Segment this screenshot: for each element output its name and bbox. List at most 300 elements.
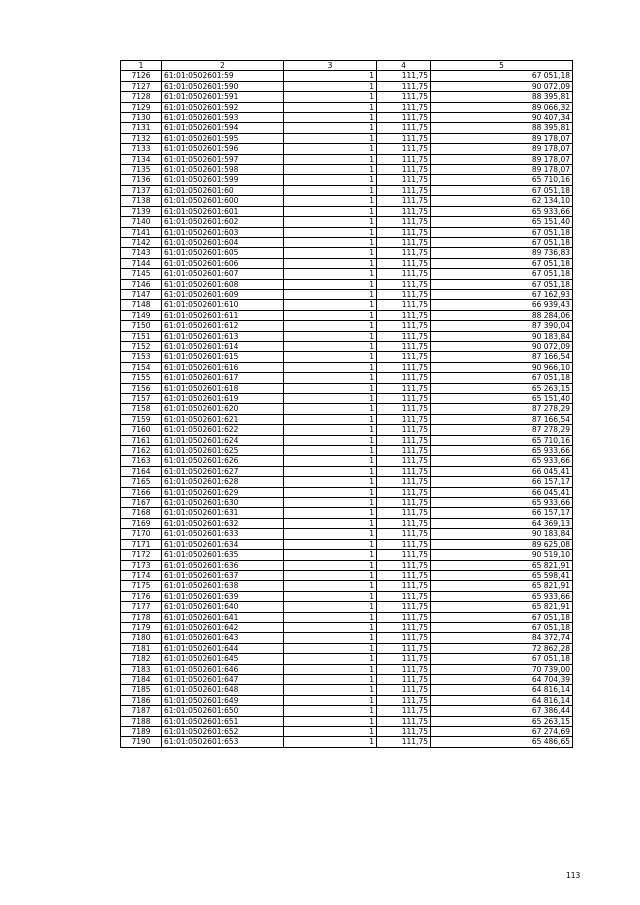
cadastral-number-cell: 61:01:0502601:600 — [162, 196, 284, 206]
table-row — [121, 133, 573, 143]
value-cell: 65 710,16 — [431, 175, 573, 185]
value-cell: 64 704,39 — [431, 674, 573, 684]
table-row — [121, 706, 573, 716]
quantity-cell: 1 — [284, 394, 377, 404]
cadastral-number-cell: 61:01:0502601:638 — [162, 581, 284, 591]
cadastral-number-cell: 61:01:0502601:621 — [162, 414, 284, 424]
cadastral-number-cell: 61:01:0502601:643 — [162, 633, 284, 643]
area-cell: 111,75 — [377, 706, 431, 716]
value-cell: 90 183,84 — [431, 529, 573, 539]
row-number-cell: 7190 — [121, 737, 162, 747]
cadastral-number-cell: 61:01:0502601:629 — [162, 487, 284, 497]
quantity-cell: 1 — [284, 581, 377, 591]
table-row — [121, 310, 573, 320]
value-cell: 65 598,41 — [431, 570, 573, 580]
table-row — [121, 456, 573, 466]
row-number-cell: 7167 — [121, 498, 162, 508]
table-row — [121, 383, 573, 393]
quantity-cell: 1 — [284, 383, 377, 393]
table-row — [121, 237, 573, 247]
value-cell: 89 736,83 — [431, 248, 573, 258]
cadastral-number-cell: 61:01:0502601:601 — [162, 206, 284, 216]
table-row — [121, 165, 573, 175]
area-cell: 111,75 — [377, 498, 431, 508]
area-cell: 111,75 — [377, 602, 431, 612]
table-row — [121, 373, 573, 383]
value-cell: 65 821,91 — [431, 602, 573, 612]
row-number-cell: 7146 — [121, 279, 162, 289]
cadastral-number-cell: 61:01:0502601:610 — [162, 300, 284, 310]
value-cell: 90 519,10 — [431, 550, 573, 560]
value-cell: 90 072,09 — [431, 81, 573, 91]
cadastral-number-cell: 61:01:0502601:628 — [162, 477, 284, 487]
row-number-cell: 7159 — [121, 414, 162, 424]
row-number-cell: 7141 — [121, 227, 162, 237]
table-row — [121, 425, 573, 435]
row-number-cell: 7161 — [121, 435, 162, 445]
cadastral-number-cell: 61:01:0502601:640 — [162, 602, 284, 612]
table-row — [121, 727, 573, 737]
area-cell: 111,75 — [377, 279, 431, 289]
row-number-cell: 7139 — [121, 206, 162, 216]
table-row — [121, 498, 573, 508]
area-cell: 111,75 — [377, 674, 431, 684]
quantity-cell: 1 — [284, 674, 377, 684]
row-number-cell: 7150 — [121, 321, 162, 331]
area-cell: 111,75 — [377, 310, 431, 320]
value-cell: 88 395,81 — [431, 123, 573, 133]
quantity-cell: 1 — [284, 123, 377, 133]
value-cell: 67 051,18 — [431, 269, 573, 279]
area-cell: 111,75 — [377, 394, 431, 404]
value-cell: 65 821,91 — [431, 560, 573, 570]
cadastral-number-cell: 61:01:0502601:603 — [162, 227, 284, 237]
value-cell: 87 166,54 — [431, 414, 573, 424]
row-number-cell: 7180 — [121, 633, 162, 643]
row-number-cell: 7163 — [121, 456, 162, 466]
table-row — [121, 279, 573, 289]
row-number-cell: 7133 — [121, 144, 162, 154]
table-row — [121, 602, 573, 612]
value-cell: 90 966,10 — [431, 362, 573, 372]
row-number-cell: 7186 — [121, 695, 162, 705]
value-cell: 89 178,07 — [431, 133, 573, 143]
row-number-cell: 7158 — [121, 404, 162, 414]
table-row — [121, 248, 573, 258]
table-row — [121, 560, 573, 570]
table-row — [121, 466, 573, 476]
area-cell: 111,75 — [377, 685, 431, 695]
table-row — [121, 331, 573, 341]
value-cell: 67 162,93 — [431, 289, 573, 299]
area-cell: 111,75 — [377, 612, 431, 622]
table-row — [121, 674, 573, 684]
row-number-cell: 7155 — [121, 373, 162, 383]
cadastral-number-cell: 61:01:0502601:605 — [162, 248, 284, 258]
value-cell: 90 072,09 — [431, 341, 573, 351]
cadastral-number-cell: 61:01:0502601:618 — [162, 383, 284, 393]
quantity-cell: 1 — [284, 466, 377, 476]
area-cell: 111,75 — [377, 321, 431, 331]
value-cell: 65 933,66 — [431, 591, 573, 601]
cadastral-number-cell: 61:01:0502601:642 — [162, 622, 284, 632]
cadastral-number-cell: 61:01:0502601:596 — [162, 144, 284, 154]
quantity-cell: 1 — [284, 144, 377, 154]
quantity-cell: 1 — [284, 727, 377, 737]
value-cell: 90 183,84 — [431, 331, 573, 341]
row-number-cell: 7143 — [121, 248, 162, 258]
value-cell: 70 739,00 — [431, 664, 573, 674]
cadastral-number-cell: 61:01:0502601:632 — [162, 518, 284, 528]
table-row — [121, 622, 573, 632]
cadastral-number-cell: 61:01:0502601:595 — [162, 133, 284, 143]
cadastral-number-cell: 61:01:0502601:634 — [162, 539, 284, 549]
area-cell: 111,75 — [377, 643, 431, 653]
cadastral-number-cell: 61:01:0502601:633 — [162, 529, 284, 539]
area-cell: 111,75 — [377, 581, 431, 591]
table-row — [121, 550, 573, 560]
row-number-cell: 7179 — [121, 622, 162, 632]
area-cell: 111,75 — [377, 92, 431, 102]
cadastral-number-cell: 61:01:0502601:635 — [162, 550, 284, 560]
row-number-cell: 7127 — [121, 81, 162, 91]
cadastral-number-cell: 61:01:0502601:607 — [162, 269, 284, 279]
area-cell: 111,75 — [377, 466, 431, 476]
table-row — [121, 144, 573, 154]
value-cell: 66 045,41 — [431, 487, 573, 497]
quantity-cell: 1 — [284, 321, 377, 331]
row-number-cell: 7152 — [121, 341, 162, 351]
quantity-cell: 1 — [284, 113, 377, 123]
area-cell: 111,75 — [377, 269, 431, 279]
table-row — [121, 362, 573, 372]
row-number-cell: 7166 — [121, 487, 162, 497]
row-number-cell: 7170 — [121, 529, 162, 539]
cadastral-number-cell: 61:01:0502601:631 — [162, 508, 284, 518]
cadastral-number-cell: 61:01:0502601:594 — [162, 123, 284, 133]
value-cell: 89 625,08 — [431, 539, 573, 549]
row-number-cell: 7187 — [121, 706, 162, 716]
quantity-cell: 1 — [284, 404, 377, 414]
cadastral-number-cell: 61:01:0502601:630 — [162, 498, 284, 508]
area-cell: 111,75 — [377, 425, 431, 435]
area-cell: 111,75 — [377, 165, 431, 175]
value-cell: 72 862,28 — [431, 643, 573, 653]
table-row — [121, 206, 573, 216]
area-cell: 111,75 — [377, 508, 431, 518]
value-cell: 66 939,43 — [431, 300, 573, 310]
value-cell: 66 157,17 — [431, 508, 573, 518]
area-cell: 111,75 — [377, 362, 431, 372]
row-number-cell: 7162 — [121, 446, 162, 456]
area-cell: 111,75 — [377, 654, 431, 664]
quantity-cell: 1 — [284, 373, 377, 383]
table-row — [121, 435, 573, 445]
row-number-cell: 7183 — [121, 664, 162, 674]
area-cell: 111,75 — [377, 300, 431, 310]
row-number-cell: 7156 — [121, 383, 162, 393]
quantity-cell: 1 — [284, 435, 377, 445]
quantity-cell: 1 — [284, 227, 377, 237]
column-header-5: 5 — [431, 61, 573, 71]
quantity-cell: 1 — [284, 289, 377, 299]
cadastral-number-cell: 61:01:0502601:598 — [162, 165, 284, 175]
table-row — [121, 227, 573, 237]
quantity-cell: 1 — [284, 529, 377, 539]
row-number-cell: 7171 — [121, 539, 162, 549]
area-cell: 111,75 — [377, 144, 431, 154]
row-number-cell: 7184 — [121, 674, 162, 684]
row-number-cell: 7185 — [121, 685, 162, 695]
quantity-cell: 1 — [284, 498, 377, 508]
quantity-cell: 1 — [284, 664, 377, 674]
quantity-cell: 1 — [284, 341, 377, 351]
row-number-cell: 7164 — [121, 466, 162, 476]
area-cell: 111,75 — [377, 737, 431, 747]
value-cell: 87 278,29 — [431, 425, 573, 435]
area-cell: 111,75 — [377, 550, 431, 560]
row-number-cell: 7154 — [121, 362, 162, 372]
table-row — [121, 591, 573, 601]
value-cell: 67 051,18 — [431, 185, 573, 195]
value-cell: 66 157,17 — [431, 477, 573, 487]
row-number-cell: 7181 — [121, 643, 162, 653]
cadastral-number-cell: 61:01:0502601:612 — [162, 321, 284, 331]
value-cell: 90 407,34 — [431, 113, 573, 123]
row-number-cell: 7128 — [121, 92, 162, 102]
value-cell: 89 178,07 — [431, 144, 573, 154]
row-number-cell: 7177 — [121, 602, 162, 612]
area-cell: 111,75 — [377, 237, 431, 247]
table-row — [121, 185, 573, 195]
cadastral-number-cell: 61:01:0502601:647 — [162, 674, 284, 684]
cadastral-number-cell: 61:01:0502601:637 — [162, 570, 284, 580]
cadastral-number-cell: 61:01:0502601:652 — [162, 727, 284, 737]
value-cell: 65 151,40 — [431, 217, 573, 227]
area-cell: 111,75 — [377, 477, 431, 487]
quantity-cell: 1 — [284, 508, 377, 518]
value-cell: 88 284,06 — [431, 310, 573, 320]
row-number-cell: 7165 — [121, 477, 162, 487]
value-cell: 65 933,66 — [431, 498, 573, 508]
quantity-cell: 1 — [284, 560, 377, 570]
table-row — [121, 477, 573, 487]
quantity-cell: 1 — [284, 737, 377, 747]
value-cell: 67 274,69 — [431, 727, 573, 737]
cadastral-number-cell: 61:01:0502601:597 — [162, 154, 284, 164]
table-row — [121, 612, 573, 622]
row-number-cell: 7135 — [121, 165, 162, 175]
cadastral-number-cell: 61:01:0502601:650 — [162, 706, 284, 716]
row-number-cell: 7129 — [121, 102, 162, 112]
value-cell: 89 178,07 — [431, 165, 573, 175]
quantity-cell: 1 — [284, 446, 377, 456]
area-cell: 111,75 — [377, 123, 431, 133]
table-row — [121, 643, 573, 653]
page-number: 113 — [566, 871, 581, 880]
value-cell: 67 051,18 — [431, 227, 573, 237]
quantity-cell: 1 — [284, 258, 377, 268]
row-number-cell: 7188 — [121, 716, 162, 726]
table-row — [121, 154, 573, 164]
cadastral-number-cell: 61:01:0502601:609 — [162, 289, 284, 299]
value-cell: 66 045,41 — [431, 466, 573, 476]
row-number-cell: 7134 — [121, 154, 162, 164]
area-cell: 111,75 — [377, 258, 431, 268]
area-cell: 111,75 — [377, 529, 431, 539]
table-body — [121, 71, 573, 747]
area-cell: 111,75 — [377, 560, 431, 570]
area-cell: 111,75 — [377, 633, 431, 643]
value-cell: 67 051,18 — [431, 258, 573, 268]
area-cell: 111,75 — [377, 289, 431, 299]
area-cell: 111,75 — [377, 664, 431, 674]
area-cell: 111,75 — [377, 185, 431, 195]
value-cell: 87 390,04 — [431, 321, 573, 331]
cadastral-number-cell: 61:01:0502601:622 — [162, 425, 284, 435]
quantity-cell: 1 — [284, 622, 377, 632]
row-number-cell: 7157 — [121, 394, 162, 404]
area-cell: 111,75 — [377, 248, 431, 258]
column-header-3: 3 — [284, 61, 377, 71]
cadastral-number-cell: 61:01:0502601:641 — [162, 612, 284, 622]
area-cell: 111,75 — [377, 695, 431, 705]
row-number-cell: 7132 — [121, 133, 162, 143]
area-cell: 111,75 — [377, 539, 431, 549]
table-row — [121, 175, 573, 185]
table-header-row — [121, 61, 573, 71]
cadastral-number-cell: 61:01:0502601:606 — [162, 258, 284, 268]
table-row — [121, 394, 573, 404]
area-cell: 111,75 — [377, 622, 431, 632]
row-number-cell: 7137 — [121, 185, 162, 195]
quantity-cell: 1 — [284, 175, 377, 185]
quantity-cell: 1 — [284, 518, 377, 528]
cadastral-number-cell: 61:01:0502601:592 — [162, 102, 284, 112]
row-number-cell: 7173 — [121, 560, 162, 570]
table-row — [121, 446, 573, 456]
table-row — [121, 341, 573, 351]
row-number-cell: 7136 — [121, 175, 162, 185]
cadastral-number-cell: 61:01:0502601:602 — [162, 217, 284, 227]
area-cell: 111,75 — [377, 570, 431, 580]
value-cell: 88 395,81 — [431, 92, 573, 102]
cadastral-number-cell: 61:01:0502601:626 — [162, 456, 284, 466]
area-cell: 111,75 — [377, 456, 431, 466]
table-row — [121, 289, 573, 299]
value-cell: 65 821,91 — [431, 581, 573, 591]
row-number-cell: 7189 — [121, 727, 162, 737]
area-cell: 111,75 — [377, 227, 431, 237]
area-cell: 111,75 — [377, 487, 431, 497]
row-number-cell: 7149 — [121, 310, 162, 320]
row-number-cell: 7153 — [121, 352, 162, 362]
cadastral-number-cell: 61:01:0502601:613 — [162, 331, 284, 341]
quantity-cell: 1 — [284, 695, 377, 705]
value-cell: 65 151,40 — [431, 394, 573, 404]
cadastral-number-cell: 61:01:0502601:639 — [162, 591, 284, 601]
area-cell: 111,75 — [377, 341, 431, 351]
cadastral-number-cell: 61:01:0502601:614 — [162, 341, 284, 351]
cadastral-number-cell: 61:01:0502601:608 — [162, 279, 284, 289]
table-row — [121, 685, 573, 695]
quantity-cell: 1 — [284, 133, 377, 143]
cadastral-number-cell: 61:01:0502601:645 — [162, 654, 284, 664]
table-row — [121, 352, 573, 362]
table-row — [121, 539, 573, 549]
row-number-cell: 7174 — [121, 570, 162, 580]
cadastral-number-cell: 61:01:0502601:619 — [162, 394, 284, 404]
value-cell: 67 051,18 — [431, 654, 573, 664]
table-row — [121, 404, 573, 414]
row-number-cell: 7172 — [121, 550, 162, 560]
row-number-cell: 7178 — [121, 612, 162, 622]
area-cell: 111,75 — [377, 716, 431, 726]
table-row — [121, 529, 573, 539]
value-cell: 64 369,13 — [431, 518, 573, 528]
area-cell: 111,75 — [377, 727, 431, 737]
value-cell: 62 134,10 — [431, 196, 573, 206]
row-number-cell: 7144 — [121, 258, 162, 268]
area-cell: 111,75 — [377, 81, 431, 91]
table-row — [121, 508, 573, 518]
quantity-cell: 1 — [284, 716, 377, 726]
area-cell: 111,75 — [377, 404, 431, 414]
row-number-cell: 7126 — [121, 71, 162, 81]
row-number-cell: 7169 — [121, 518, 162, 528]
quantity-cell: 1 — [284, 550, 377, 560]
cadastral-number-cell: 61:01:0502601:59 — [162, 71, 284, 81]
table-row — [121, 654, 573, 664]
area-cell: 111,75 — [377, 206, 431, 216]
table-row — [121, 217, 573, 227]
row-number-cell: 7176 — [121, 591, 162, 601]
table-row — [121, 300, 573, 310]
area-cell: 111,75 — [377, 154, 431, 164]
value-cell: 65 263,15 — [431, 383, 573, 393]
value-cell: 65 933,66 — [431, 456, 573, 466]
quantity-cell: 1 — [284, 477, 377, 487]
area-cell: 111,75 — [377, 133, 431, 143]
quantity-cell: 1 — [284, 643, 377, 653]
cadastral-number-cell: 61:01:0502601:593 — [162, 113, 284, 123]
quantity-cell: 1 — [284, 165, 377, 175]
row-number-cell: 7148 — [121, 300, 162, 310]
quantity-cell: 1 — [284, 612, 377, 622]
quantity-cell: 1 — [284, 206, 377, 216]
row-number-cell: 7131 — [121, 123, 162, 133]
value-cell: 87 166,54 — [431, 352, 573, 362]
cadastral-number-cell: 61:01:0502601:649 — [162, 695, 284, 705]
quantity-cell: 1 — [284, 456, 377, 466]
quantity-cell: 1 — [284, 425, 377, 435]
area-cell: 111,75 — [377, 217, 431, 227]
cadastral-number-cell: 61:01:0502601:604 — [162, 237, 284, 247]
column-header-2: 2 — [162, 61, 284, 71]
area-cell: 111,75 — [377, 196, 431, 206]
quantity-cell: 1 — [284, 654, 377, 664]
row-number-cell: 7130 — [121, 113, 162, 123]
table-row — [121, 414, 573, 424]
cadastral-number-cell: 61:01:0502601:615 — [162, 352, 284, 362]
quantity-cell: 1 — [284, 300, 377, 310]
table-row — [121, 581, 573, 591]
quantity-cell: 1 — [284, 331, 377, 341]
row-number-cell: 7151 — [121, 331, 162, 341]
area-cell: 111,75 — [377, 435, 431, 445]
table-row — [121, 633, 573, 643]
table-row — [121, 92, 573, 102]
